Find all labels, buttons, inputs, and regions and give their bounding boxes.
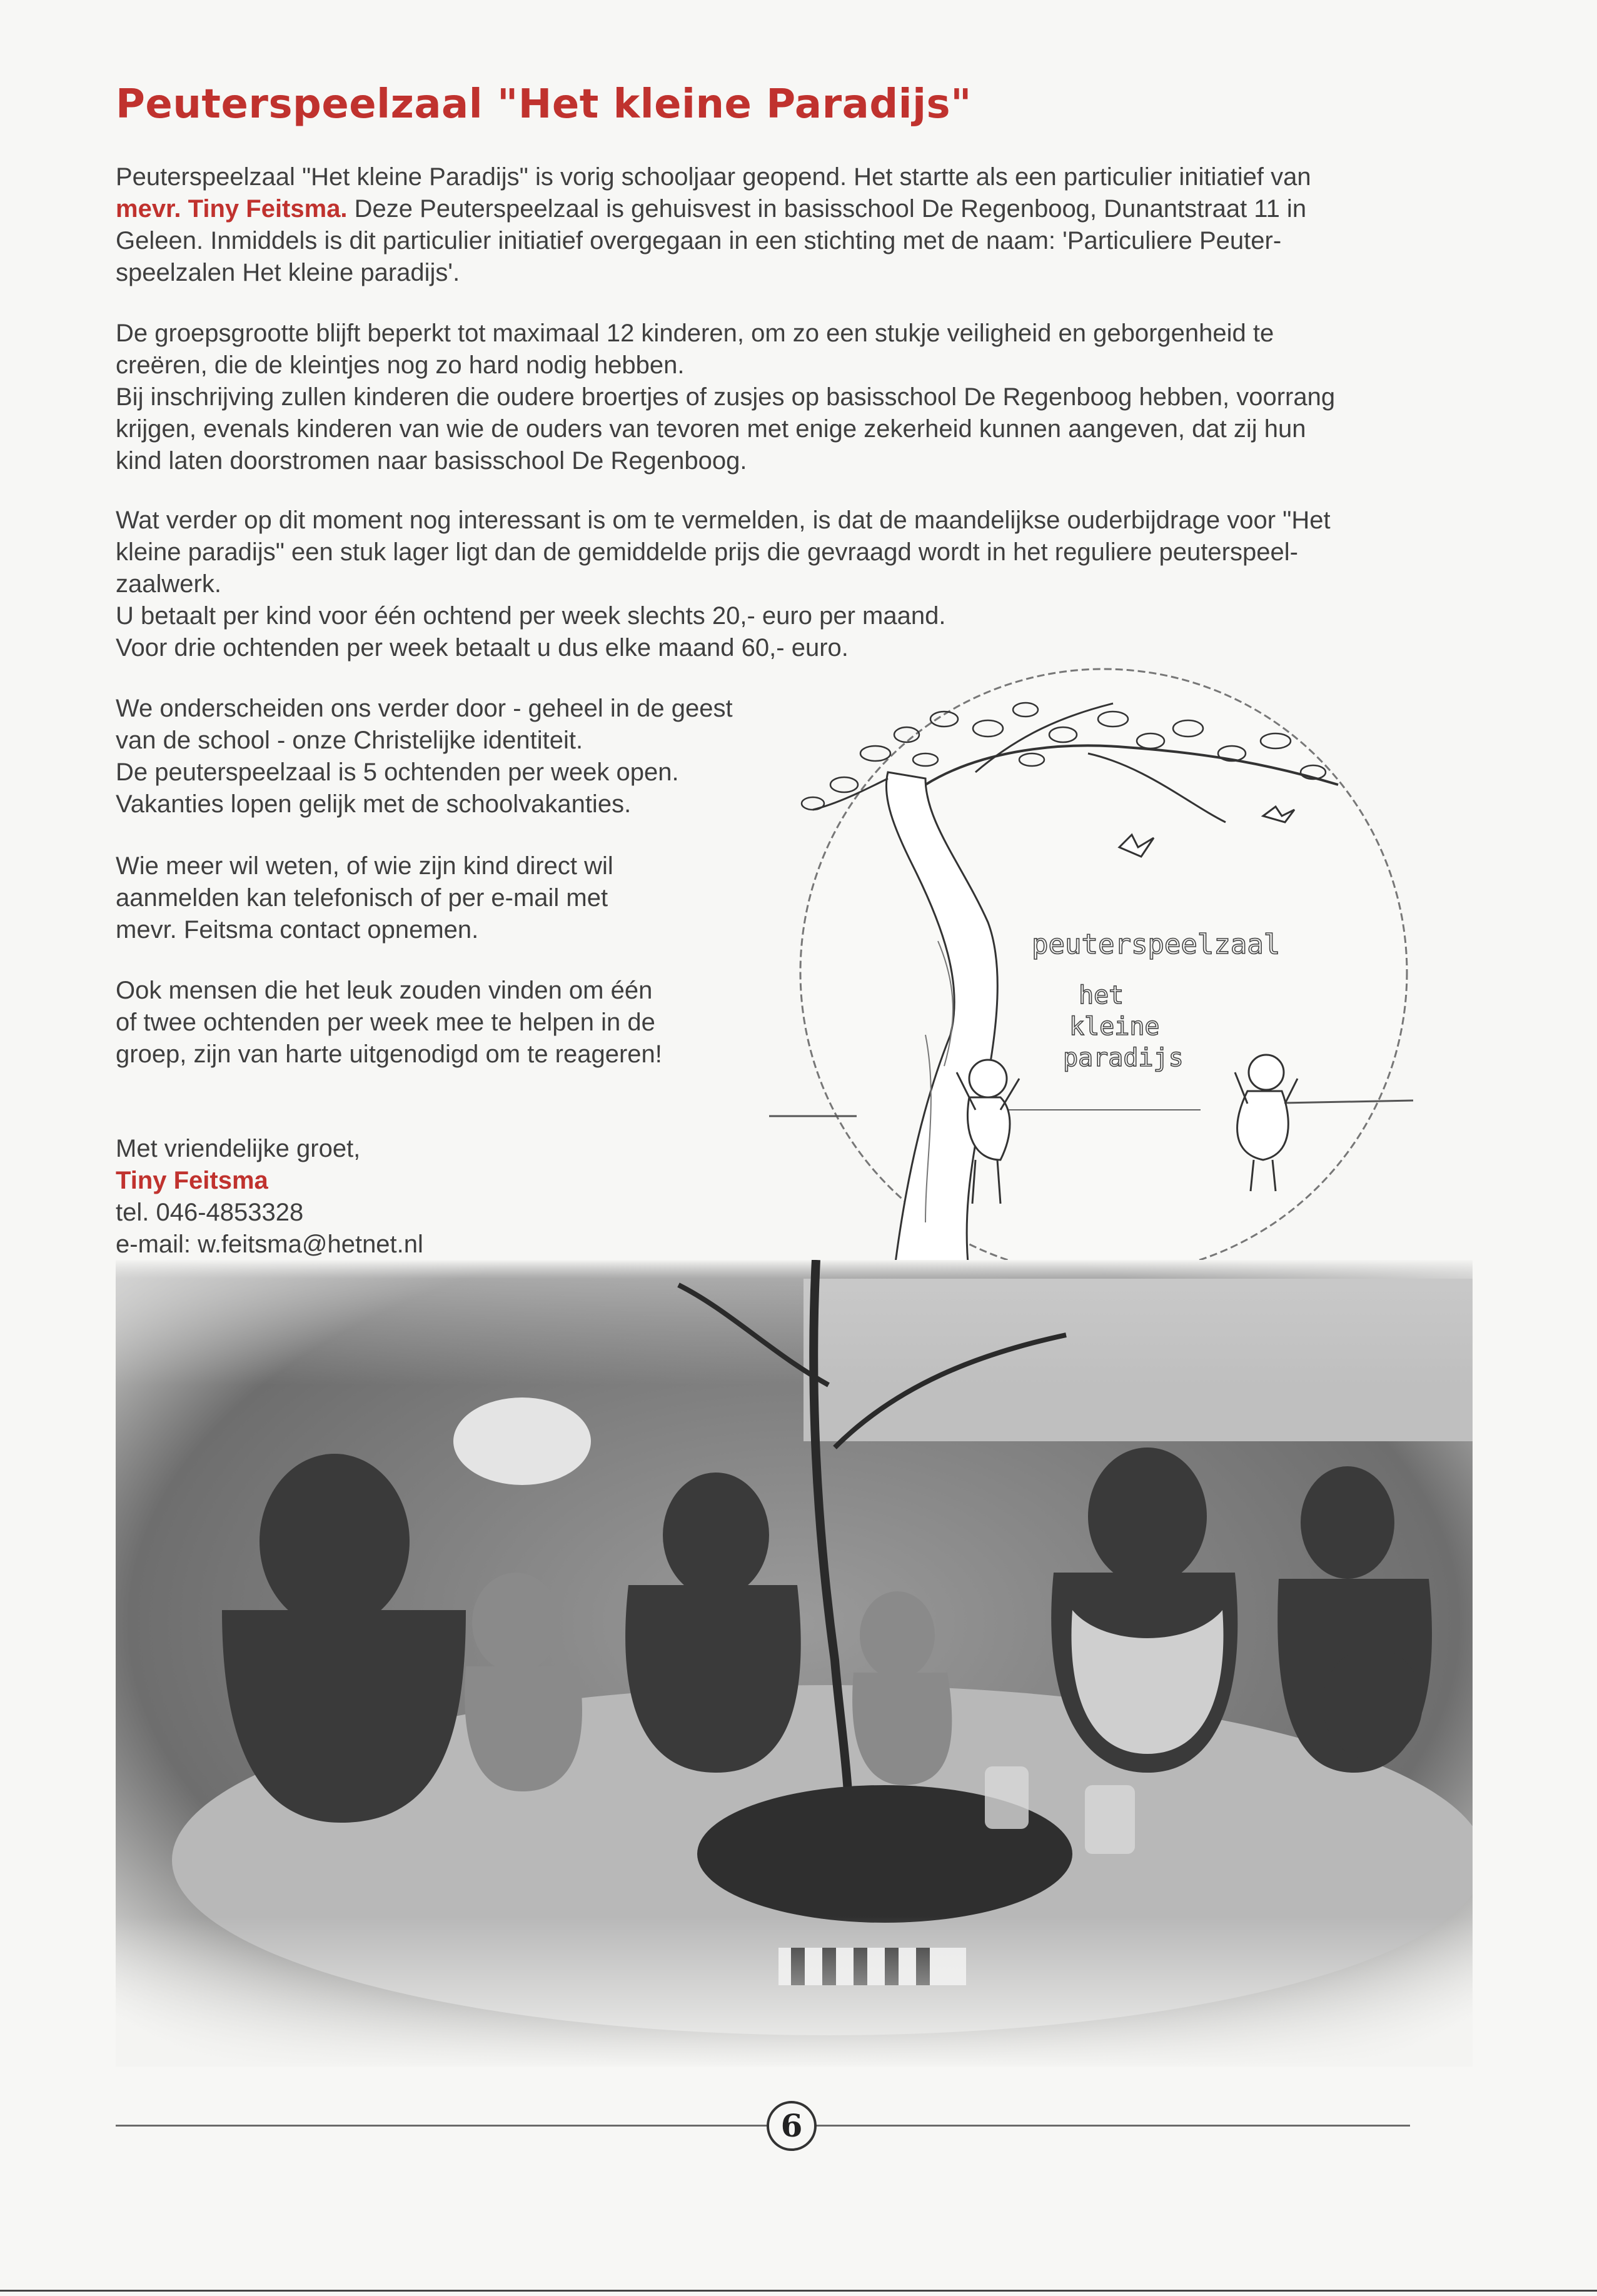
text-line: groep, zijn van harte uitgenodigd om te reageren!: [116, 1040, 662, 1068]
text-line: van de school - onze Christelijke identiteit.: [116, 727, 583, 754]
greeting: Met vriendelijke groet,: [116, 1135, 361, 1162]
text-line: Peuterspeelzaal "Het kleine Paradijs" is vorig schooljaar geopend. Het startte als een particulier initiatief van: [116, 163, 1311, 191]
text-line: Geleen. Inmiddels is dit particulier initiatief overgegaan in een stichting met de naam: 'Particuliere Peuter-: [116, 227, 1282, 254]
text-line: kleine paradijs" een stuk lager ligt dan de gemiddelde prijs die gevraagd wordt in het reguliere peuterspeel-: [116, 538, 1298, 566]
email-address[interactable]: e-mail: w.feitsma@hetnet.nl: [116, 1231, 423, 1258]
volunteer-paragraph: [116, 975, 816, 1070]
logo-text-line2: het: [1079, 981, 1124, 1010]
founder-name: mevr. Tiny Feitsma.: [116, 195, 348, 223]
logo-text-line3: kleine: [1069, 1012, 1160, 1041]
contribution-paragraph: [116, 505, 1454, 664]
text-line: Wat verder op dit moment nog interessant is om te vermelden, is dat de maandelijkse ouderbijdrage voor "Het: [116, 506, 1331, 534]
text-line: Vakanties lopen gelijk met de schoolvakanties.: [116, 790, 632, 818]
article-title: Peuterspeelzaal "Het kleine Paradijs": [116, 81, 972, 128]
text-line: De peuterspeelzaal is 5 ochtenden per week open.: [116, 758, 679, 786]
group-size-paragraph: [116, 318, 1454, 477]
group-photo: [116, 1260, 1473, 2067]
logo-text-line4: paradijs: [1063, 1044, 1184, 1072]
text-line: Deze Peuterspeelzaal is gehuisvest in basisschool De Regenboog, Dunantstraat 11 in: [347, 195, 1307, 223]
identity-paragraph: [116, 693, 816, 820]
text-line: speelzalen Het kleine paradijs'.: [116, 259, 460, 286]
text-line: Bij inschrijving zullen kinderen die oudere broertjes of zusjes op basisschool De Regenboog hebben, voorrang: [116, 383, 1336, 411]
text-line: of twee ochtenden per week mee te helpen in de: [116, 1009, 655, 1036]
text-line: krijgen, evenals kinderen van wie de ouders van tevoren met enige zekerheid kunnen aangeven, dat zij hun: [116, 415, 1306, 443]
text-line: aanmelden kan telefonisch of per e-mail met: [116, 884, 608, 912]
logo-illustration: [738, 660, 1469, 1285]
text-line: kind laten doorstromen naar basisschool De Regenboog.: [116, 447, 747, 475]
phone-number: tel. 046-4853328: [116, 1199, 304, 1226]
contact-paragraph: [116, 850, 816, 946]
text-line: We onderscheiden ons verder door - geheel in de geest: [116, 695, 733, 722]
text-line: zaalwerk.: [116, 570, 221, 598]
logo-text-line1: peuterspeelzaal: [1032, 929, 1281, 960]
text-line: creëren, die de kleintjes nog zo hard nodig hebben.: [116, 351, 685, 379]
text-line: De groepsgrootte blijft beperkt tot maximaal 12 kinderen, om zo een stukje veiligheid en geborgenheid te: [116, 320, 1274, 347]
signature-block: [116, 1133, 423, 1261]
text-line: Ook mensen die het leuk zouden vinden om één: [116, 977, 653, 1004]
footer-rule: [116, 2125, 1410, 2127]
text-line: U betaalt per kind voor één ochtend per week slechts 20,- euro per maand.: [116, 602, 946, 630]
bottom-edge-rule: [0, 2290, 1597, 2292]
text-line: Voor drie ochtenden per week betaalt u dus elke maand 60,- euro.: [116, 634, 849, 662]
text-line: mevr. Feitsma contact opnemen.: [116, 916, 479, 944]
text-line: Wie meer wil weten, of wie zijn kind direct wil: [116, 852, 613, 880]
signature-name: Tiny Feitsma: [116, 1167, 268, 1194]
page-number: 6: [767, 2101, 817, 2151]
intro-paragraph: [116, 161, 1454, 289]
